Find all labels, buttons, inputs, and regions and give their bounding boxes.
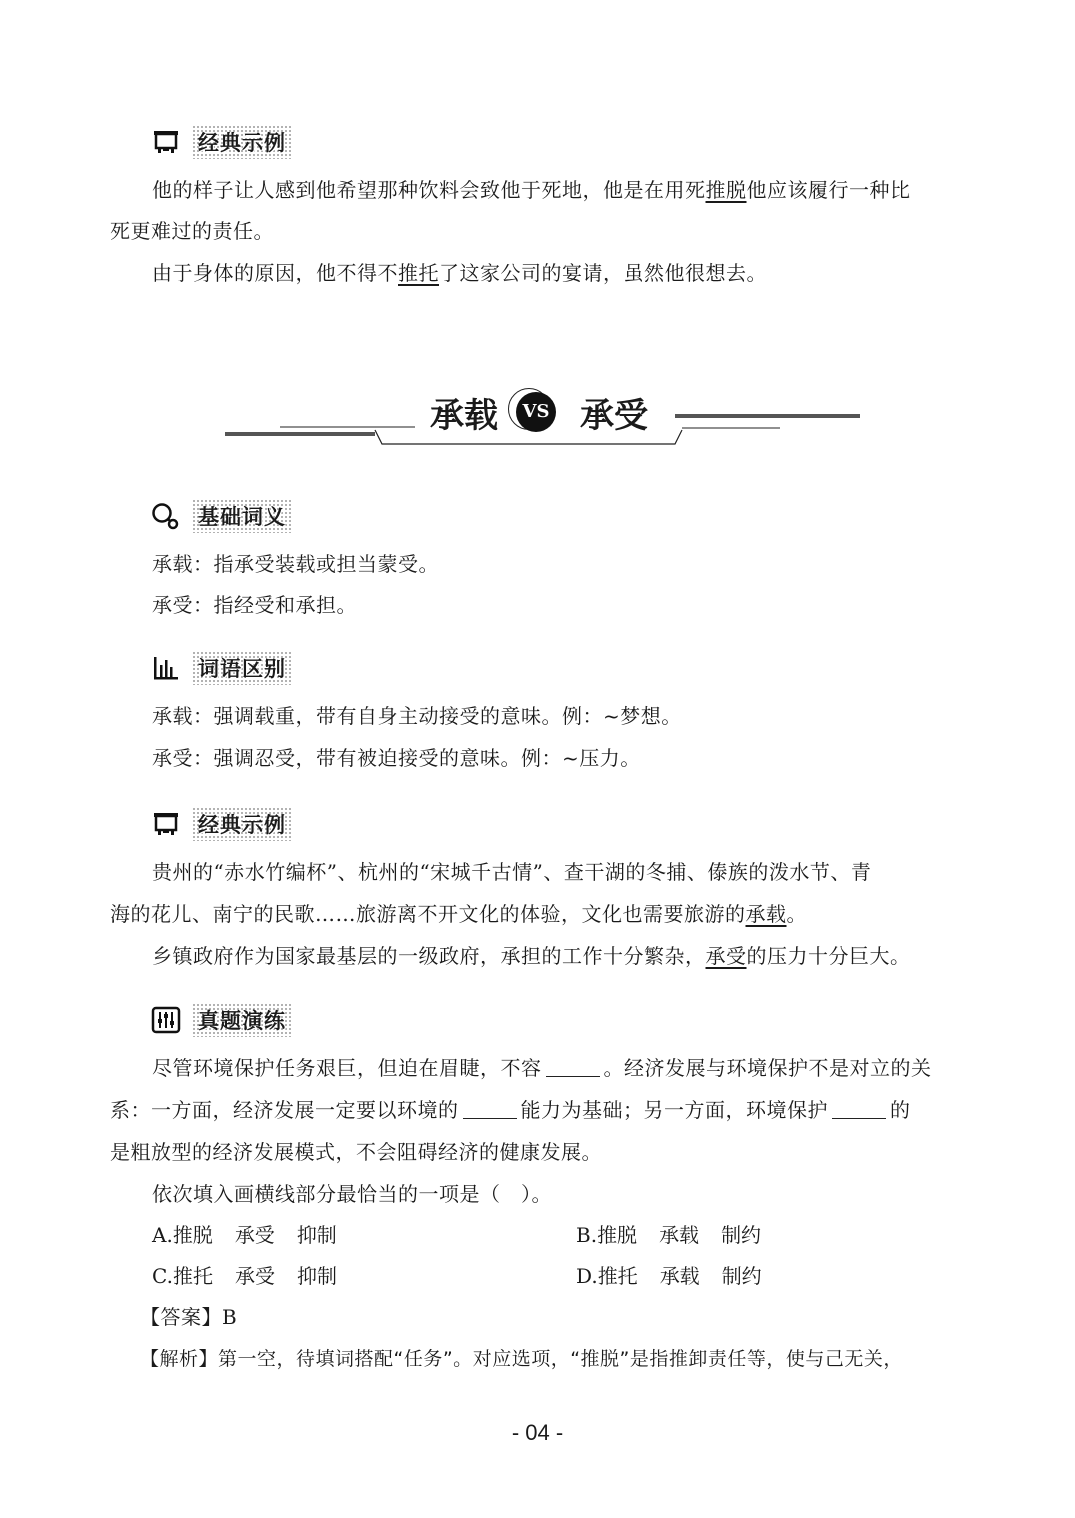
question-prompt: 依次填入画横线部分最恰当的一项是（ ）。 bbox=[152, 1182, 552, 1206]
option-word: 推脱 bbox=[597, 1223, 638, 1247]
option-label: D. bbox=[576, 1264, 598, 1288]
page-number: - 04 - bbox=[511, 1420, 564, 1445]
example-paragraph bbox=[152, 170, 1022, 211]
text: 。 bbox=[786, 902, 807, 926]
example-paragraph: 贵州的“赤水竹编杯”、杭州的“宋城千古情”、查干湖的冬捕、傣族的泼水节、青 bbox=[152, 860, 872, 884]
question-line bbox=[152, 1048, 1022, 1089]
left-word: 承载 bbox=[430, 396, 498, 436]
text: 。经济发展与环境保护不是对立的关 bbox=[603, 1056, 932, 1080]
easel-icon bbox=[150, 809, 182, 839]
option-word: 承受 bbox=[234, 1223, 275, 1247]
section-title: 经典示例 bbox=[192, 807, 292, 841]
meaning-item: 承受：指经受和承担。 bbox=[152, 593, 357, 617]
text: 的 bbox=[890, 1098, 911, 1122]
question-line bbox=[110, 1090, 980, 1131]
text: 他的样子让人感到他希望那种饮料会致他于死地，他是在用死 bbox=[152, 178, 706, 202]
option-word: 承受 bbox=[234, 1264, 275, 1288]
text: 乡镇政府作为国家最基层的一级政府，承担的工作十分繁杂， bbox=[152, 944, 706, 968]
difference-item: 承受：强调忍受，带有被迫接受的意味。例：~压力。 bbox=[152, 746, 641, 770]
option-word: 推脱 bbox=[172, 1223, 213, 1247]
option-word: 承载 bbox=[659, 1264, 700, 1288]
text: 海的花儿、南宁的民歌……旅游离不开文化的体验，文化也需要旅游的 bbox=[110, 902, 746, 926]
analysis: 【解析】第一空，待填词搭配“任务”。对应选项，“推脱”是指推卸责任等，使与己无关， bbox=[140, 1348, 903, 1370]
text: 系：一方面，经济发展一定要以环境的 bbox=[110, 1098, 459, 1122]
section-heading-word-difference bbox=[150, 650, 292, 686]
option-word: 制约 bbox=[721, 1264, 762, 1288]
text: 能力为基础；另一方面，环境保护 bbox=[520, 1098, 828, 1122]
bar-chart-icon bbox=[150, 653, 182, 683]
text: 他应该履行一种比 bbox=[746, 178, 911, 202]
option-word: 推托 bbox=[172, 1264, 213, 1288]
fill-blank-1 bbox=[546, 1056, 600, 1077]
difference-item: 承载：强调载重，带有自身主动接受的意味。例：~梦想。 bbox=[152, 704, 682, 728]
fill-blank-2 bbox=[463, 1098, 517, 1119]
vs-badge: VS bbox=[516, 392, 556, 432]
option-b bbox=[576, 1215, 761, 1256]
magnifier-icon bbox=[150, 501, 182, 531]
text: 了这家公司的宴请，虽然他很想去。 bbox=[439, 261, 767, 285]
option-word: 制约 bbox=[721, 1223, 762, 1247]
section-title: 词语区别 bbox=[192, 651, 292, 685]
example-paragraph-line2 bbox=[110, 894, 980, 935]
example-paragraph-line2: 死更难过的责任。 bbox=[110, 219, 274, 243]
comparison-banner bbox=[220, 380, 870, 450]
underlined-term: 承受 bbox=[705, 944, 747, 968]
underlined-term: 承载 bbox=[745, 902, 787, 926]
fill-blank-3 bbox=[832, 1098, 886, 1119]
option-word: 推托 bbox=[597, 1264, 638, 1288]
meaning-item: 承载：指承受装载或担当蒙受。 bbox=[152, 552, 439, 576]
option-label: C. bbox=[152, 1264, 173, 1288]
easel-icon bbox=[150, 127, 182, 157]
section-title: 经典示例 bbox=[192, 125, 292, 159]
option-word: 承载 bbox=[659, 1223, 700, 1247]
underlined-term: 推脱 bbox=[705, 178, 747, 202]
option-word: 抑制 bbox=[296, 1223, 337, 1247]
text: 由于身体的原因，他不得不 bbox=[152, 261, 398, 285]
option-c bbox=[152, 1256, 337, 1297]
option-label: B. bbox=[576, 1223, 598, 1247]
section-heading-practice bbox=[150, 1002, 292, 1038]
example-paragraph bbox=[152, 936, 1022, 977]
option-d bbox=[576, 1256, 762, 1297]
text: 尽管环境保护任务艰巨，但迫在眉睫，不容 bbox=[152, 1056, 542, 1080]
option-label: A. bbox=[152, 1223, 173, 1247]
underlined-term: 推托 bbox=[398, 261, 439, 285]
option-a bbox=[152, 1215, 337, 1256]
sliders-icon bbox=[150, 1005, 182, 1035]
option-word: 抑制 bbox=[296, 1264, 337, 1288]
section-heading-classic-examples-2 bbox=[150, 806, 292, 842]
section-heading-classic-examples-1 bbox=[150, 124, 292, 160]
section-title: 基础词义 bbox=[192, 499, 292, 533]
section-title: 真题演练 bbox=[192, 1003, 292, 1037]
right-word: 承受 bbox=[580, 396, 648, 436]
text: 的压力十分巨大。 bbox=[746, 944, 911, 968]
answer: 【答案】B bbox=[140, 1305, 238, 1329]
question-line: 是粗放型的经济发展模式，不会阻碍经济的健康发展。 bbox=[110, 1140, 602, 1164]
example-paragraph bbox=[152, 253, 1022, 294]
section-heading-basic-meaning bbox=[150, 498, 292, 534]
